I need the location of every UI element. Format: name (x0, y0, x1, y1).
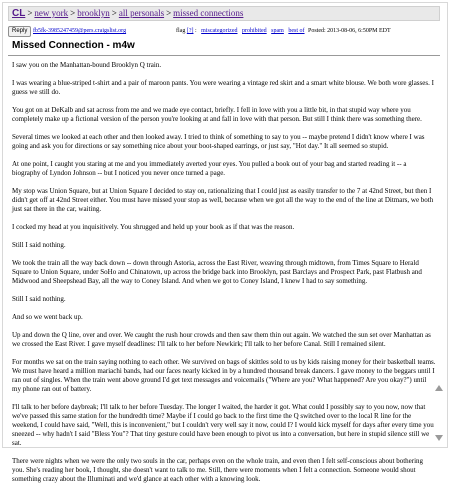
breadcrumb: CL > new york > brooklyn > all personals > missed connections (8, 6, 440, 21)
post-paragraph: I cocked my head at you inquisitively. You shrugged and held up your book as if that was the reason. (12, 223, 295, 231)
flag-best-of-link[interactable]: best of (288, 28, 305, 34)
flag-prohibited-link[interactable]: prohibited (242, 28, 267, 34)
post-paragraph: My stop was Union Square, but at Union Square I decided to stay on, rationalizing that I could just as easily transfer to the 7 at 42nd Street, but then I didn't get off at 42nd Street either. You must have missed your stop as well, because when we got all the way to the end of the line at Ditmars, we both just sat there in the car, waiting. (12, 187, 434, 213)
post-paragraph: We took the train all the way back down -- down through Astoria, across the East River, weaving through midtown, from Times Square to Herald Square to Union Square, under SoHo and Chinatown, up across the bridge back into Brooklyn, past Barclays and Prospect Park, past Flatbush and Midwood and Sheepshead Bay, all the way to Coney Island. And when we got to Coney Island, I knew I had to say something. (12, 259, 422, 285)
flag-section: flag [?] : miscategorized prohibited spam best of (176, 28, 305, 34)
post-paragraph: Up and down the Q line, over and over. We caught the rush hour crowds and then saw them thin out again. We watched the sun set over Manhattan as we crossed the East River. I gave myself deadlines: I'll talk to her before Newkirk; I'll talk to her before Canal. Still I remained silent. (12, 331, 431, 348)
breadcrumb-link-new-york[interactable]: new york (34, 8, 69, 18)
post-toolbar (8, 24, 440, 38)
flag-help-link[interactable]: [?] (186, 28, 194, 34)
post-body (12, 61, 436, 493)
breadcrumb-link-missed-connections[interactable]: missed connections (173, 8, 244, 18)
post-paragraph: You got on at DeKalb and sat across from me and we made eye contact, briefly. I fell in love with you a little bit, in that stupid way where you completely make up a fictional version of the person you're looking at and fall in love with that person. But still I think there was something there. (12, 106, 422, 123)
reply-button[interactable]: Reply (8, 26, 31, 37)
post-paragraph: And so we went back up. (12, 313, 83, 321)
breadcrumb-link-all-personals[interactable]: all personals (118, 8, 165, 18)
flag-spam-link[interactable]: spam (271, 28, 284, 34)
post-paragraph: Still I said nothing. (12, 241, 66, 249)
flag-miscategorized-link[interactable]: miscategorized (201, 28, 238, 34)
page-frame (2, 2, 448, 483)
post-paragraph: I'll talk to her before daybreak; I'll talk to her before Tuesday. The longer I waited, the harder it got. What could I possibly say to you now, now that we've passed this same station for the hundredth time? Maybe if I could go back to the first time the Q switched over to the local R line for the weekend, I could have said, "Well, this is inconvenient," but I couldn't very well say it now, could I? I would kick myself for days after every time you sneezed -- why hadn't I said "Bless You"? That tiny gesture could have been enough to pivot us into a conversation, but here in stupid silence still we sat. (12, 403, 434, 447)
post-paragraph: For months we sat on the train saying nothing to each other. We survived on bags of skittles sold to us by kids raising money for their basketball teams. We must have heard a million mariachi bands, had our faces nearly kicked in by a hundred thousand break dancers. I gave money to the beggars until I ran out of singles. When the train went above ground I'd get text messages and voicemails ("Where are you? What happened? Are you okay?") until my phone ran out of battery. (12, 358, 436, 393)
scroll-up-arrow-icon (435, 385, 443, 391)
reply-email-link[interactable]: fb5fk-3985247459@pers.craigslist.org (33, 28, 127, 34)
title-divider (8, 55, 440, 56)
post-paragraph: I saw you on the Manhattan-bound Brooklyn Q train. (12, 61, 162, 69)
post-title: Missed Connection - m4w (12, 40, 135, 51)
flag-label: flag (176, 28, 186, 34)
post-paragraph: At one point, I caught you staring at me and you immediately averted your eyes. You pulled a book out of your bag and started reading it -- a biography of Lyndon Johnson -- but I noticed you never once turned a page. (12, 160, 407, 177)
post-paragraph: There were nights when we were the only two souls in the car, perhaps even on the whole train, and even then I felt self-conscious about bothering you. She's reading her book, I thought, she doesn't want to talk to me. Still, there were moments when I felt a connection. Someone would shout something crazy about the Illuminati and we'd glance at each other with a knowing look. (12, 457, 424, 483)
posted-date: Posted: 2013-08-06, 6:50PM EDT (308, 28, 391, 34)
post-paragraph: I was wearing a blue-striped t-shirt and a pair of maroon pants. You were wearing a vintage red skirt and a smart white blouse. We both wore glasses. I guess we still do. (12, 79, 434, 96)
scrollbar-arrows[interactable] (434, 383, 444, 443)
breadcrumb-link-brooklyn[interactable]: brooklyn (77, 8, 110, 18)
post-paragraph: Still I said nothing. (12, 295, 66, 303)
post-paragraph: Several times we looked at each other and then looked away. I tried to think of something to say to you -- maybe pretend I didn't know where I was going and ask you for directions or say something nice about your boot-shaped earrings, or just say, "Hot day." It all seemed so stupid. (12, 133, 425, 150)
scroll-down-arrow-icon (435, 435, 443, 441)
breadcrumb-home-link[interactable]: CL (12, 8, 26, 19)
